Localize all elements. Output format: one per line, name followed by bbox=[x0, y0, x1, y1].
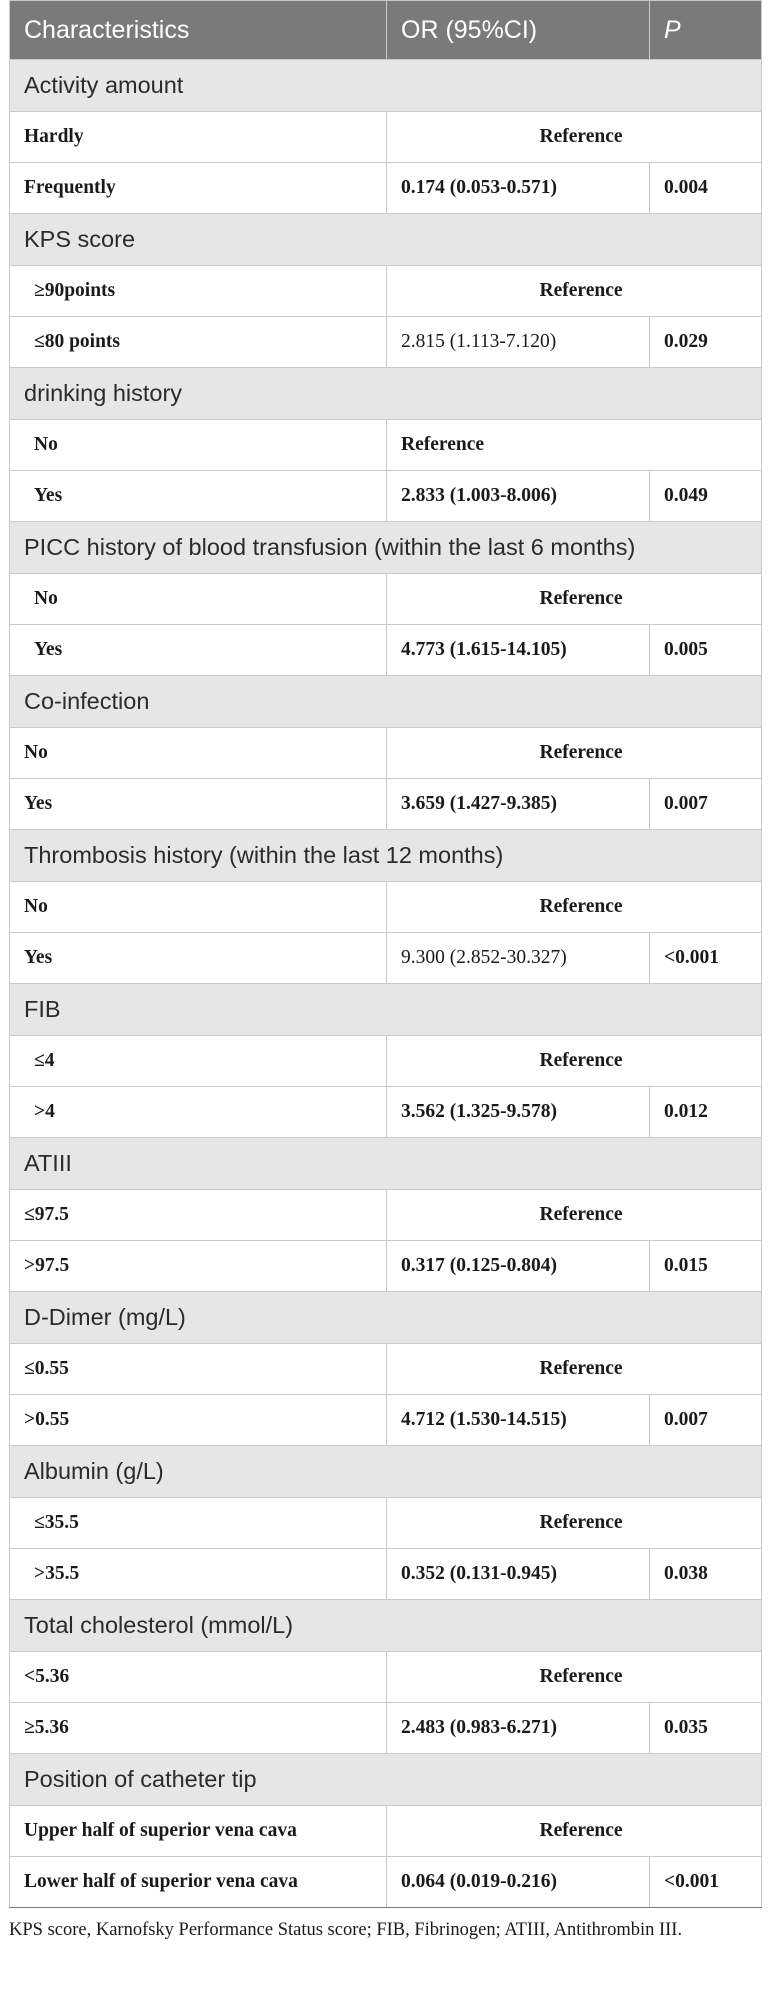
table-row bbox=[10, 1857, 762, 1908]
table-row bbox=[10, 1241, 762, 1292]
row-label: >35.5 bbox=[10, 1549, 387, 1600]
section-title: Total cholesterol (mmol/L) bbox=[10, 1600, 762, 1652]
row-label: Yes bbox=[10, 625, 387, 676]
row-label: ≤97.5 bbox=[10, 1190, 387, 1241]
p-value-cell: 0.015 bbox=[650, 1241, 762, 1292]
table-body bbox=[10, 60, 762, 1908]
section-title: Activity amount bbox=[10, 60, 762, 112]
reference-cell: Reference bbox=[387, 1190, 762, 1241]
table-row bbox=[10, 1190, 762, 1241]
table-row bbox=[10, 1498, 762, 1549]
table-row bbox=[10, 266, 762, 317]
reference-cell: Reference bbox=[387, 112, 762, 163]
p-value-cell: 0.004 bbox=[650, 163, 762, 214]
table-row bbox=[10, 1703, 762, 1754]
section-title: ATIII bbox=[10, 1138, 762, 1190]
table-row bbox=[10, 933, 762, 984]
p-value-cell: 0.035 bbox=[650, 1703, 762, 1754]
reference-cell: Reference bbox=[387, 882, 762, 933]
table-row bbox=[10, 625, 762, 676]
row-label: ≤35.5 bbox=[10, 1498, 387, 1549]
table-row bbox=[10, 1806, 762, 1857]
section-title: Thrombosis history (within the last 12 months) bbox=[10, 830, 762, 882]
table-row bbox=[10, 574, 762, 625]
section-title: KPS score bbox=[10, 214, 762, 266]
odds-ratio-cell: 4.773 (1.615-14.105) bbox=[387, 625, 650, 676]
section-row bbox=[10, 1754, 762, 1806]
odds-ratio-cell: 0.174 (0.053-0.571) bbox=[387, 163, 650, 214]
odds-ratio-cell: 9.300 (2.852-30.327) bbox=[387, 933, 650, 984]
reference-cell: Reference bbox=[387, 574, 762, 625]
table-row bbox=[10, 882, 762, 933]
table-row bbox=[10, 471, 762, 522]
row-label: >97.5 bbox=[10, 1241, 387, 1292]
odds-ratio-cell: 3.562 (1.325-9.578) bbox=[387, 1087, 650, 1138]
row-label: ≤0.55 bbox=[10, 1344, 387, 1395]
table-page bbox=[9, 0, 761, 1941]
p-value-cell: 0.007 bbox=[650, 1395, 762, 1446]
section-row bbox=[10, 676, 762, 728]
section-title: PICC history of blood transfusion (within the last 6 months) bbox=[10, 522, 762, 574]
reference-cell: Reference bbox=[387, 266, 762, 317]
row-label: No bbox=[10, 882, 387, 933]
p-value-cell: <0.001 bbox=[650, 933, 762, 984]
section-title: drinking history bbox=[10, 368, 762, 420]
row-label: ≤4 bbox=[10, 1036, 387, 1087]
table-row bbox=[10, 112, 762, 163]
reference-cell: Reference bbox=[387, 1652, 762, 1703]
header-or-ci: OR (95%CI) bbox=[387, 1, 650, 60]
row-label: ≥90points bbox=[10, 266, 387, 317]
row-label: Upper half of superior vena cava bbox=[10, 1806, 387, 1857]
odds-ratio-cell: 2.483 (0.983-6.271) bbox=[387, 1703, 650, 1754]
reference-cell: Reference bbox=[387, 728, 762, 779]
row-label: No bbox=[10, 420, 387, 471]
section-row bbox=[10, 60, 762, 112]
row-label: Yes bbox=[10, 471, 387, 522]
header-p-value: P bbox=[650, 1, 762, 60]
section-row bbox=[10, 1138, 762, 1190]
section-row bbox=[10, 984, 762, 1036]
section-row bbox=[10, 830, 762, 882]
table-row bbox=[10, 728, 762, 779]
row-label: ≥5.36 bbox=[10, 1703, 387, 1754]
odds-ratio-cell: 3.659 (1.427-9.385) bbox=[387, 779, 650, 830]
section-row bbox=[10, 522, 762, 574]
section-title: FIB bbox=[10, 984, 762, 1036]
odds-ratio-cell: 0.352 (0.131-0.945) bbox=[387, 1549, 650, 1600]
table-row bbox=[10, 163, 762, 214]
table-row bbox=[10, 1036, 762, 1087]
header-characteristics: Characteristics bbox=[10, 1, 387, 60]
row-label: Yes bbox=[10, 779, 387, 830]
section-row bbox=[10, 1600, 762, 1652]
section-title: D-Dimer (mg/L) bbox=[10, 1292, 762, 1344]
reference-cell: Reference bbox=[387, 1036, 762, 1087]
p-value-cell: 0.049 bbox=[650, 471, 762, 522]
p-value-cell: 0.029 bbox=[650, 317, 762, 368]
table-row bbox=[10, 1549, 762, 1600]
row-label: No bbox=[10, 574, 387, 625]
section-row bbox=[10, 1292, 762, 1344]
reference-cell: Reference bbox=[387, 1498, 762, 1549]
row-label: Hardly bbox=[10, 112, 387, 163]
table-header bbox=[10, 1, 762, 60]
odds-ratio-cell: 2.833 (1.003-8.006) bbox=[387, 471, 650, 522]
p-value-cell: 0.038 bbox=[650, 1549, 762, 1600]
section-title: Position of catheter tip bbox=[10, 1754, 762, 1806]
row-label: Frequently bbox=[10, 163, 387, 214]
p-value-cell: 0.007 bbox=[650, 779, 762, 830]
p-value-cell: 0.005 bbox=[650, 625, 762, 676]
odds-ratio-cell: 0.064 (0.019-0.216) bbox=[387, 1857, 650, 1908]
odds-ratio-cell: 2.815 (1.113-7.120) bbox=[387, 317, 650, 368]
results-table bbox=[9, 0, 762, 1908]
odds-ratio-cell: 4.712 (1.530-14.515) bbox=[387, 1395, 650, 1446]
row-label: Yes bbox=[10, 933, 387, 984]
section-row bbox=[10, 214, 762, 266]
reference-cell: Reference bbox=[387, 1806, 762, 1857]
table-row bbox=[10, 317, 762, 368]
table-row bbox=[10, 1652, 762, 1703]
row-label: Lower half of superior vena cava bbox=[10, 1857, 387, 1908]
section-title: Albumin (g/L) bbox=[10, 1446, 762, 1498]
row-label: ≤80 points bbox=[10, 317, 387, 368]
section-row bbox=[10, 1446, 762, 1498]
row-label: No bbox=[10, 728, 387, 779]
odds-ratio-cell: 0.317 (0.125-0.804) bbox=[387, 1241, 650, 1292]
reference-cell: Reference bbox=[387, 420, 762, 471]
table-row bbox=[10, 420, 762, 471]
table-row bbox=[10, 1087, 762, 1138]
section-row bbox=[10, 368, 762, 420]
table-row bbox=[10, 1395, 762, 1446]
reference-cell: Reference bbox=[387, 1344, 762, 1395]
table-footnote: KPS score, Karnofsky Performance Status score; FIB, Fibrinogen; ATIII, Antithrombin III. bbox=[9, 1920, 683, 1940]
header-row bbox=[10, 1, 762, 60]
p-value-cell: <0.001 bbox=[650, 1857, 762, 1908]
row-label: >0.55 bbox=[10, 1395, 387, 1446]
p-value-cell: 0.012 bbox=[650, 1087, 762, 1138]
section-title: Co-infection bbox=[10, 676, 762, 728]
row-label: >4 bbox=[10, 1087, 387, 1138]
row-label: <5.36 bbox=[10, 1652, 387, 1703]
table-row bbox=[10, 779, 762, 830]
table-row bbox=[10, 1344, 762, 1395]
